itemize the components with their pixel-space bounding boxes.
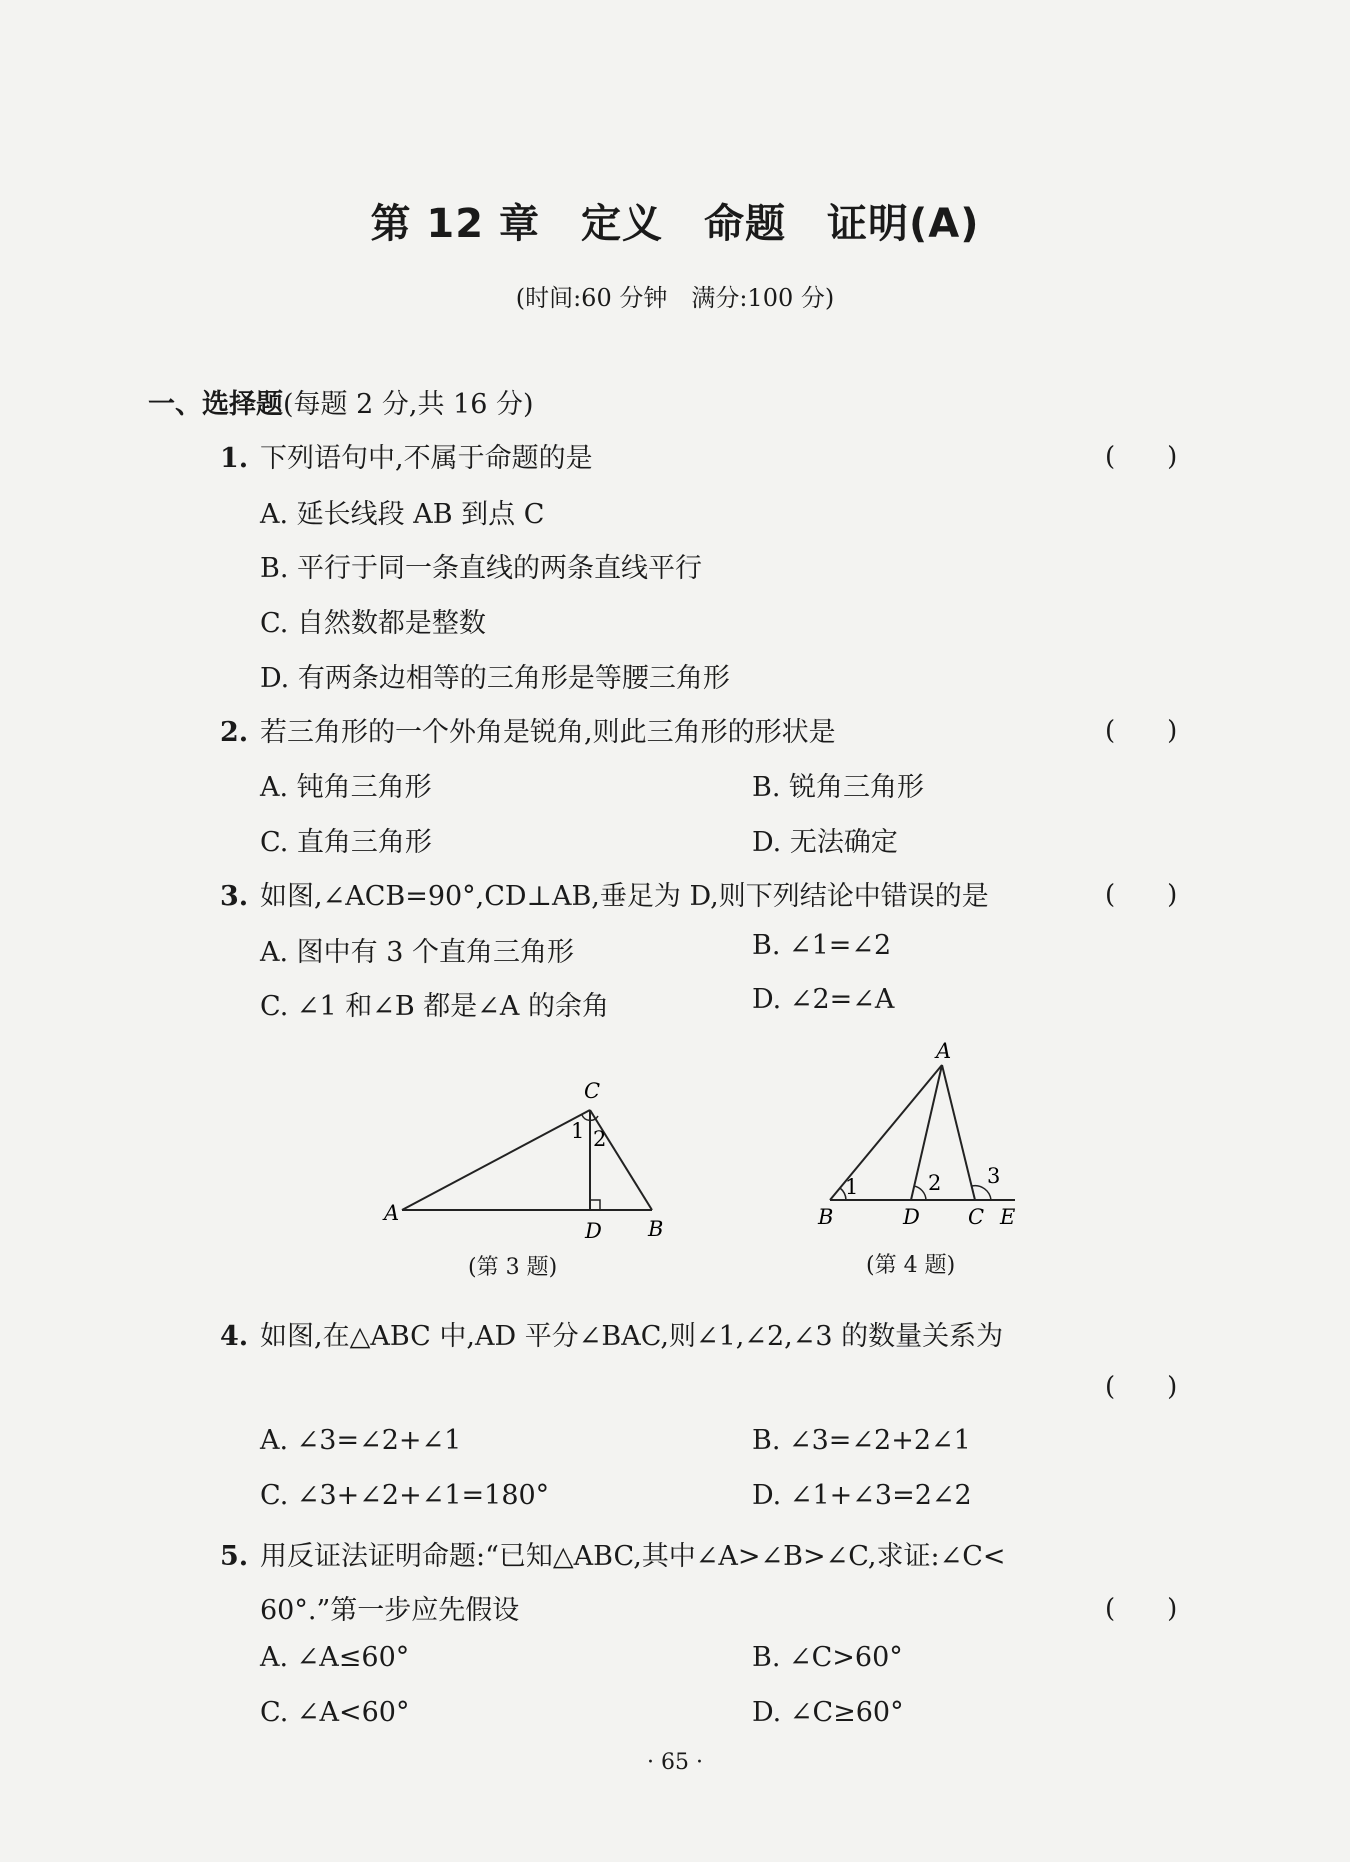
question-text: 如图,∠ACB=90°,CD⊥AB,垂足为 D,则下列结论中错误的是	[260, 881, 989, 912]
question-number: 1.	[220, 443, 249, 474]
label-e: E	[1000, 1205, 1016, 1229]
angle-label-1: 1	[571, 1119, 585, 1143]
label-c: C	[968, 1205, 985, 1229]
segment-AC	[942, 1065, 975, 1200]
option-5d: D. ∠C≥60°	[752, 1697, 904, 1728]
angle-label-1: 1	[845, 1175, 859, 1199]
label-c: C	[584, 1079, 601, 1103]
angle-label-3: 3	[987, 1164, 1001, 1188]
question-number: 3.	[220, 881, 249, 912]
label-d: D	[903, 1205, 920, 1229]
option-3c: C. ∠1 和∠B 都是∠A 的余角	[260, 991, 609, 1022]
label-a: A	[384, 1201, 400, 1225]
label-b: B	[648, 1217, 664, 1240]
option-1a: A. 延长线段 AB 到点 C	[260, 499, 545, 530]
label-a: A	[936, 1040, 952, 1063]
question-5	[220, 1534, 1006, 1573]
figure-3-caption: (第 3 题)	[468, 1255, 558, 1280]
option-4c: C. ∠3+∠2+∠1=180°	[260, 1480, 550, 1511]
figure-4-caption: (第 4 题)	[866, 1253, 956, 1278]
question-3	[220, 874, 989, 913]
angle-label-2: 2	[928, 1171, 942, 1195]
option-4b: B. ∠3=∠2+2∠1	[752, 1425, 971, 1456]
option-5c: C. ∠A<60°	[260, 1697, 410, 1728]
figure-4-triangle-bisector	[810, 1040, 1040, 1240]
angle-label-2: 2	[593, 1127, 607, 1151]
question-number: 5.	[220, 1541, 249, 1572]
question-number: 2.	[220, 717, 249, 748]
question-text: 若三角形的一个外角是锐角,则此三角形的形状是	[260, 717, 836, 748]
option-3a: A. 图中有 3 个直角三角形	[260, 937, 575, 968]
question-5-continued: 60°.”第一步应先假设	[260, 1595, 520, 1626]
figure-3-right-triangle	[380, 1070, 680, 1240]
option-2b: B. 锐角三角形	[752, 772, 925, 803]
label-b: B	[818, 1205, 834, 1229]
segment-AC	[402, 1110, 590, 1210]
label-d: D	[585, 1219, 602, 1240]
option-1c: C. 自然数都是整数	[260, 608, 486, 639]
question-text: 如图,在△ABC 中,AD 平分∠BAC,则∠1,∠2,∠3 的数量关系为	[260, 1321, 1004, 1352]
option-5a: A. ∠A≤60°	[260, 1642, 410, 1673]
section-heading	[148, 382, 534, 421]
question-text: 下列语句中,不属于命题的是	[260, 443, 593, 474]
section-note: (每题 2 分,共 16 分)	[283, 389, 534, 420]
option-4a: A. ∠3=∠2+∠1	[260, 1425, 462, 1456]
question-4	[220, 1314, 1003, 1353]
section-label: 一、选择题	[148, 389, 283, 420]
segment-CB	[590, 1110, 652, 1210]
question-2	[220, 710, 836, 749]
answer-blank-2[interactable]: ( )	[1105, 716, 1178, 746]
option-1b: B. 平行于同一条直线的两条直线平行	[260, 553, 703, 584]
option-5b: B. ∠C>60°	[752, 1642, 903, 1673]
question-text-line1: 用反证法证明命题:“已知△ABC,其中∠A>∠B>∠C,求证:∠C<	[260, 1541, 1006, 1572]
answer-blank-4[interactable]: ( )	[1105, 1372, 1178, 1402]
answer-blank-1[interactable]: ( )	[1105, 442, 1178, 472]
option-2d: D. 无法确定	[752, 827, 898, 858]
option-4d: D. ∠1+∠3=2∠2	[752, 1480, 972, 1511]
answer-blank-3[interactable]: ( )	[1105, 880, 1178, 910]
page-number: · 65 ·	[647, 1750, 703, 1775]
angle-arc-2	[914, 1186, 926, 1200]
option-3d: D. ∠2=∠A	[752, 984, 895, 1015]
question-1	[220, 436, 593, 475]
question-number: 4.	[220, 1321, 249, 1352]
exam-info: (时间:60 分钟 满分:100 分)	[515, 284, 835, 312]
option-1d: D. 有两条边相等的三角形是等腰三角形	[260, 663, 730, 694]
option-2c: C. 直角三角形	[260, 827, 432, 858]
answer-blank-5[interactable]: ( )	[1105, 1594, 1178, 1624]
option-3b: B. ∠1=∠2	[752, 930, 892, 961]
right-angle-mark	[590, 1200, 600, 1210]
page-title: 第 12 章 定义 命题 证明(A)	[370, 201, 980, 247]
option-2a: A. 钝角三角形	[260, 772, 432, 803]
